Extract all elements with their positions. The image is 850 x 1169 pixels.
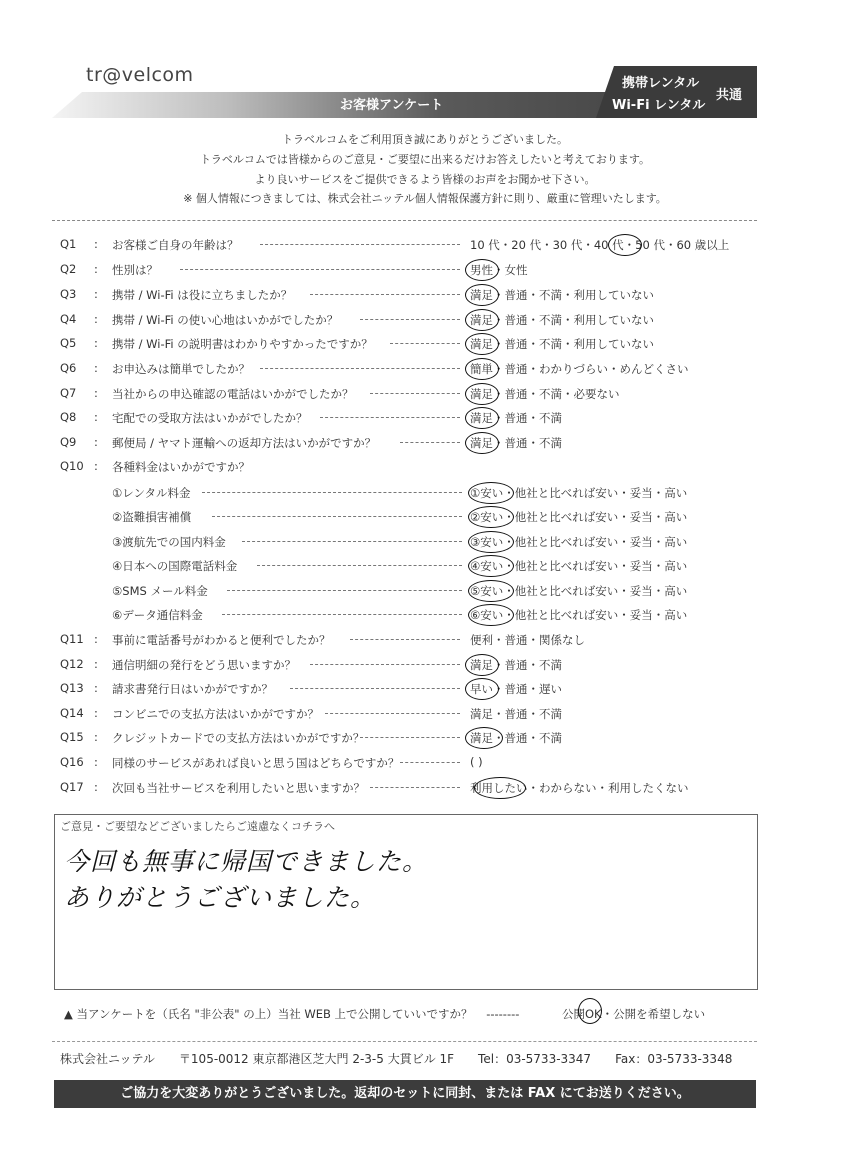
question-text: お客様ご自身の年齢は？	[112, 238, 239, 252]
comment-label: ご意見・ご要望などございましたらご遠慮なくコチラへ	[60, 820, 335, 833]
answer-options[interactable]: ①安い・他社と比べれば安い・妥当・高い	[470, 486, 688, 500]
question-row: Q16 : 同様のサービスがあれば良いと思う国はどちらですか？ ( )	[60, 755, 483, 770]
question-text: 携帯 / Wi-Fi の説明書はわかりやすかったですか？	[112, 337, 373, 351]
service-tab-line2: Wi-Fi レンタル	[612, 98, 706, 113]
question-row: Q5 : 携帯 / Wi-Fi の説明書はわかりやすかったですか？ 満足・普通・不満・利用していない	[60, 336, 654, 351]
question-text: 宅配での受取方法はいかがでしたか？	[112, 411, 308, 425]
sub-question-text: ⑤SMS メール料金	[112, 584, 208, 598]
answer-circle	[608, 234, 642, 256]
answer-options[interactable]: 満足・普通・不満・利用していない	[470, 313, 654, 327]
question-row: Q8 : 宅配での受取方法はいかがでしたか？ 満足・普通・不満	[60, 410, 562, 425]
question-row: Q12 : 通信明細の発行をどう思いますか？ 満足・普通・不満	[60, 657, 562, 672]
question-row: Q4 : 携帯 / Wi-Fi の使い心地はいかがでしたか？ 満足・普通・不満・利用していない	[60, 312, 654, 327]
answer-options[interactable]: 満足・普通・不満・利用していない	[470, 337, 654, 351]
service-tab-common: 共通	[716, 88, 743, 103]
answer-options[interactable]: 10 代・20 代・30 代・40 代・50 代・60 歳以上	[470, 238, 730, 252]
comment-handwriting-line1: 今回も無事に帰国できました。	[64, 847, 429, 876]
question-number: Q1	[60, 237, 77, 251]
publish-consent	[64, 1006, 706, 1022]
question-row: Q11 : 事前に電話番号がわかると便利でしたか？ 便利・普通・関係なし	[60, 632, 585, 647]
brand-logo: tr@velcom	[86, 64, 194, 86]
answer-circle	[468, 580, 514, 602]
answer-options[interactable]: ③安い・他社と比べれば安い・妥当・高い	[470, 535, 688, 549]
question-text: 事前に電話番号がわかると便利でしたか？	[112, 633, 331, 647]
comment-handwriting-line2: ありがとうございました。	[64, 883, 377, 912]
question-text: 携帯 / Wi-Fi の使い心地はいかがでしたか？	[112, 313, 339, 327]
intro-line-3: より良いサービスをご提供できるよう皆様のお声をお聞かせ下さい。	[254, 173, 596, 186]
answer-circle	[465, 407, 499, 429]
company-address: 株式会社ニッテル 〒105-0012 東京都港区芝大門 2-3-5 大貫ビル 1F Tel：03-5733-3347 Fax：03-5733-3348	[60, 1052, 733, 1066]
question-number: Q11	[60, 632, 84, 646]
answer-options[interactable]: 満足・普通・不満	[470, 731, 562, 745]
sub-question-text: ①レンタル料金	[112, 486, 191, 500]
question-text: 通信明細の発行をどう思いますか？	[112, 658, 296, 672]
question-row: Q9 : 郵便局 / ヤマト運輸への返却方法はいかがですか？ 満足・普通・不満	[60, 435, 562, 450]
question-text: お申込みは簡単でしたか？	[112, 362, 250, 376]
sub-question-row	[112, 558, 762, 580]
answer-options[interactable]: 便利・普通・関係なし	[470, 633, 585, 647]
sub-question-row	[112, 534, 762, 556]
intro-line-4: ※ 個人情報につきましては、株式会社ニッテル個人情報保護方針に則り、厳重に管理いたします。	[183, 192, 667, 205]
answer-circle	[468, 506, 514, 528]
answer-options[interactable]: 簡単・普通・わかりづらい・めんどくさい	[470, 362, 689, 376]
question-text: 各種料金はいかがですか？	[112, 460, 250, 474]
sub-question-row	[112, 485, 762, 507]
question-text: 性別は？	[112, 263, 158, 277]
sub-question-text: ②盗難損害補償	[112, 510, 192, 524]
answer-options[interactable]: ⑤安い・他社と比べれば安い・妥当・高い	[470, 584, 688, 598]
question-text: 携帯 / Wi-Fi は役に立ちましたか？	[112, 288, 293, 302]
question-text: 郵便局 / ヤマト運輸への返却方法はいかがですか？	[112, 436, 377, 450]
section-divider	[52, 220, 757, 221]
page-title: お客様アンケート	[340, 98, 444, 113]
answer-options[interactable]: 男性・女性	[470, 263, 528, 277]
answer-options[interactable]: 早い・普通・遅い	[470, 682, 562, 696]
question-row: Q2 : 性別は？ 男性・女性	[60, 262, 528, 277]
question-number: Q9	[60, 435, 77, 449]
sub-question-row	[112, 607, 762, 629]
question-text: コンビニでの支払方法はいかがですか？	[112, 707, 319, 721]
answer-circle	[465, 333, 499, 355]
answer-circle	[465, 358, 499, 380]
question-text: 当社からの申込確認の電話はいかがでしたか？	[112, 387, 354, 401]
sub-question-row	[112, 509, 762, 531]
answer-circle	[465, 727, 503, 749]
question-number: Q7	[60, 386, 77, 400]
intro-line-2: トラベルコムでは皆様からのご意見・ご要望に出来るだけお答えしたいと考えております。	[199, 153, 651, 166]
intro-line-1: トラベルコムをご利用頂き誠にありがとうございました。	[282, 133, 568, 146]
question-row: Q14 : コンビニでの支払方法はいかがですか？ 満足・普通・不満	[60, 706, 562, 721]
sub-question-row	[112, 583, 762, 605]
answer-options[interactable]: 満足・普通・不満	[470, 411, 562, 425]
question-number: Q17	[60, 780, 84, 794]
sub-question-text: ③渡航先での国内料金	[112, 535, 226, 549]
answer-options[interactable]: ( )	[470, 755, 483, 769]
publish-question: ▲ 当アンケートを（氏名 "非公表" の上）当社 WEB 上で公開していいですか？	[64, 1007, 473, 1021]
answer-circle	[578, 998, 602, 1024]
answer-options[interactable]: 満足・普通・不満・必要ない	[470, 387, 620, 401]
question-number: Q16	[60, 755, 84, 769]
question-row: Q1 : お客様ご自身の年齢は？ 10 代・20 代・30 代・40 代・50 代・60 歳以上	[60, 237, 730, 252]
footer-band: ご協力を大変ありがとうございました。返却のセットに同封、または FAX にてお送りください。	[54, 1080, 756, 1108]
question-number: Q10	[60, 459, 84, 473]
question-text: 請求書発行日はいかがですか？	[112, 682, 273, 696]
sub-question-text: ⑥データ通信料金	[112, 608, 203, 622]
answer-circle	[465, 654, 499, 676]
question-text: 同様のサービスがあれば良いと思う国はどちらですか？	[112, 756, 400, 770]
question-number: Q14	[60, 706, 84, 720]
question-row: Q17 : 次回も当社サービスを利用したいと思いますか？ 利用したい・わからない・利用したくない	[60, 780, 689, 795]
answer-circle	[465, 309, 499, 331]
question-row: Q13 : 請求書発行日はいかがですか？ 早い・普通・遅い	[60, 681, 562, 696]
answer-circle	[468, 555, 514, 577]
sub-question-text: ④日本への国際電話料金	[112, 559, 238, 573]
answer-circle	[465, 432, 499, 454]
answer-options[interactable]: ④安い・他社と比べれば安い・妥当・高い	[470, 559, 688, 573]
question-number: Q8	[60, 410, 77, 424]
answer-circle	[474, 777, 526, 799]
service-tab-line1: 携帯レンタル	[622, 76, 700, 91]
answer-options[interactable]: 満足・普通・不満	[470, 436, 562, 450]
answer-options[interactable]: 満足・普通・不満	[470, 707, 562, 721]
answer-options[interactable]: ⑥安い・他社と比べれば安い・妥当・高い	[470, 608, 688, 622]
question-number: Q3	[60, 287, 77, 301]
publish-options[interactable]: 公開OK・公開を希望しない	[562, 1007, 706, 1021]
answer-circle	[465, 678, 499, 700]
answer-circle	[468, 531, 514, 553]
answer-circle	[465, 383, 499, 405]
answer-circle	[465, 284, 499, 306]
question-row: Q15 : クレジットカードでの支払方法はいかがですか？ 満足・普通・不満	[60, 730, 562, 745]
question-text: クレジットカードでの支払方法はいかがですか？	[112, 731, 365, 745]
question-text: 次回も当社サービスを利用したいと思いますか？	[112, 781, 365, 795]
answer-options[interactable]: 満足・普通・不満・利用していない	[470, 288, 654, 302]
question-row: Q6 : お申込みは簡単でしたか？ 簡単・普通・わかりづらい・めんどくさい	[60, 361, 689, 376]
question-number: Q2	[60, 262, 77, 276]
answer-circle	[465, 259, 499, 281]
question-number: Q4	[60, 312, 77, 326]
question-number: Q6	[60, 361, 77, 375]
question-row: Q7 : 当社からの申込確認の電話はいかがでしたか？ 満足・普通・不満・必要ない	[60, 386, 620, 401]
answer-circle	[468, 604, 514, 626]
publish-dashes: --------	[486, 1007, 520, 1021]
question-number: Q5	[60, 336, 77, 350]
question-number: Q15	[60, 730, 84, 744]
footer-divider	[52, 1041, 757, 1042]
answer-options[interactable]: 満足・普通・不満	[470, 658, 562, 672]
answer-circle	[468, 482, 514, 504]
question-row: Q3 : 携帯 / Wi-Fi は役に立ちましたか？ 満足・普通・不満・利用していない	[60, 287, 654, 302]
answer-options[interactable]: 利用したい・わからない・利用したくない	[470, 781, 689, 795]
question-number: Q13	[60, 681, 84, 695]
question-row: Q10 : 各種料金はいかがですか？	[60, 459, 250, 474]
answer-options[interactable]: ②安い・他社と比べれば安い・妥当・高い	[470, 510, 688, 524]
question-number: Q12	[60, 657, 84, 671]
